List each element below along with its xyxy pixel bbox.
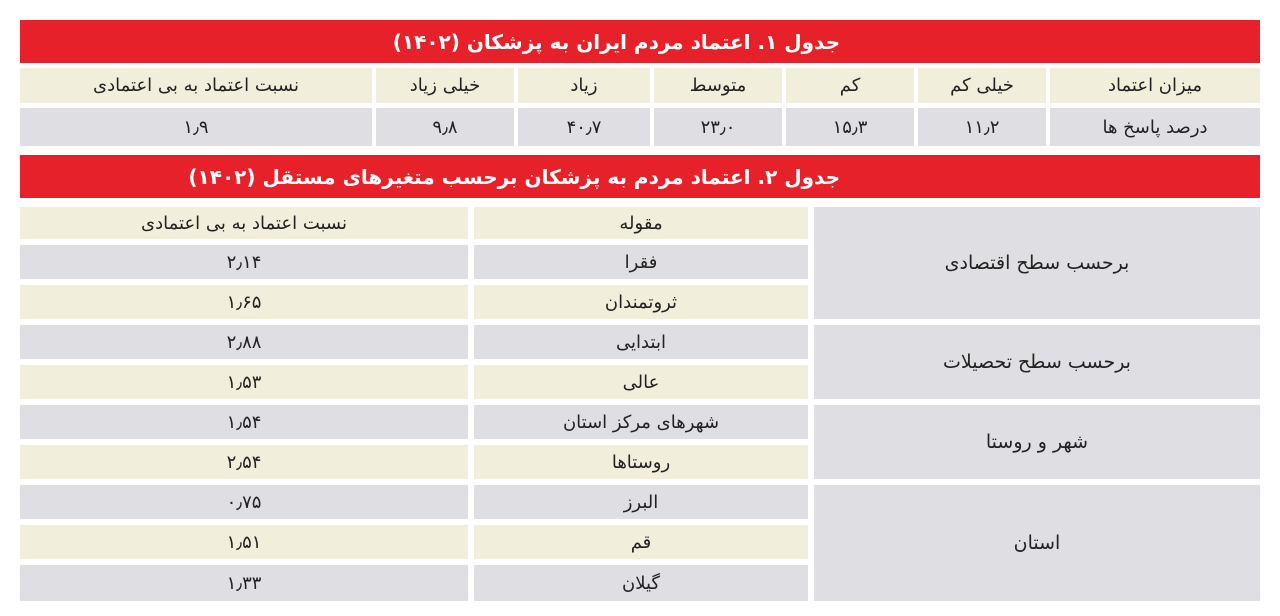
t2-category-higher: عالی bbox=[474, 365, 808, 399]
t2-category-poor: فقرا bbox=[474, 245, 808, 279]
t1-value-medium: ۲۳٫۰ bbox=[654, 108, 782, 146]
t1-value-very-low: ۱۱٫۲ bbox=[918, 108, 1046, 146]
t1-header-medium: متوسط bbox=[654, 68, 782, 103]
t2-category-gilan: گیلان bbox=[474, 565, 808, 601]
t1-row-label: درصد پاسخ ها bbox=[1050, 108, 1260, 146]
t2-category-capital-cities: شهرهای مرکز استان bbox=[474, 405, 808, 439]
t2-header-category: مقوله bbox=[474, 207, 808, 239]
t2-category-primary: ابتدایی bbox=[474, 325, 808, 359]
t1-value-low: ۱۵٫۳ bbox=[786, 108, 914, 146]
t1-header-high: زیاد bbox=[518, 68, 650, 103]
group-province: استان bbox=[814, 485, 1260, 601]
t1-header-very-low: خیلی کم bbox=[918, 68, 1046, 103]
t1-value-very-high: ۹٫۸ bbox=[376, 108, 514, 146]
t1-header-trust-level: میزان اعتماد bbox=[1050, 68, 1260, 103]
table-1-title: جدول ۱. اعتماد مردم ایران به پزشکان (۱۴۰۲) bbox=[20, 20, 1260, 63]
table-1 bbox=[20, 20, 1260, 146]
group-urban-rural: شهر و روستا bbox=[814, 405, 1260, 479]
t2-ratio-alborz: ۰٫۷۵ bbox=[20, 485, 468, 519]
group-education: برحسب سطح تحصیلات bbox=[814, 325, 1260, 399]
t2-ratio-primary: ۲٫۸۸ bbox=[20, 325, 468, 359]
t2-header-ratio: نسبت اعتماد به بی اعتمادی bbox=[20, 207, 468, 239]
t2-ratio-capital-cities: ۱٫۵۴ bbox=[20, 405, 468, 439]
table-2-title: جدول ۲. اعتماد مردم به پزشکان برحسب متغیرهای مستقل (۱۴۰۲) bbox=[20, 155, 1260, 198]
t2-ratio-higher: ۱٫۵۳ bbox=[20, 365, 468, 399]
t2-category-qom: قم bbox=[474, 525, 808, 559]
table-2 bbox=[20, 155, 1260, 605]
group-economic: برحسب سطح اقتصادی bbox=[814, 207, 1260, 319]
t1-header-very-high: خیلی زیاد bbox=[376, 68, 514, 103]
t1-header-low: کم bbox=[786, 68, 914, 103]
t2-category-alborz: البرز bbox=[474, 485, 808, 519]
t2-ratio-villages: ۲٫۵۴ bbox=[20, 445, 468, 479]
t2-category-villages: روستاها bbox=[474, 445, 808, 479]
t2-category-rich: ثروتمندان bbox=[474, 285, 808, 319]
t2-ratio-qom: ۱٫۵۱ bbox=[20, 525, 468, 559]
t1-value-ratio: ۱٫۹ bbox=[20, 108, 372, 146]
t1-value-high: ۴۰٫۷ bbox=[518, 108, 650, 146]
t1-header-ratio: نسبت اعتماد به بی اعتمادی bbox=[20, 68, 372, 103]
t2-ratio-rich: ۱٫۶۵ bbox=[20, 285, 468, 319]
t2-ratio-poor: ۲٫۱۴ bbox=[20, 245, 468, 279]
t2-ratio-gilan: ۱٫۳۳ bbox=[20, 565, 468, 601]
